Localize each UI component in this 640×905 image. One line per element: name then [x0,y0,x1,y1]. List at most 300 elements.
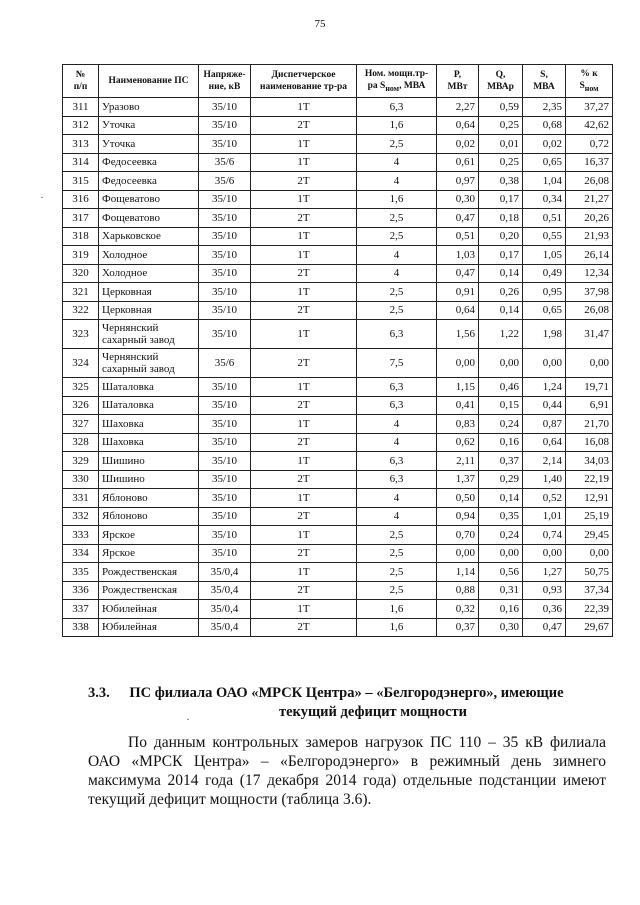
col-header-p: P, МВт [437,65,479,98]
cell-name: Церковная [99,301,199,320]
cell-s: 1,04 [523,172,566,191]
cell-percent: 50,75 [566,563,613,582]
cell-transformer: 2Т [251,470,357,489]
section-number: 3.3. [88,685,110,701]
cell-rated-power: 6,3 [357,320,437,349]
cell-number: 314 [63,153,99,172]
cell-q: 0,31 [479,581,523,600]
cell-s: 0,47 [523,618,566,637]
cell-percent: 12,91 [566,489,613,508]
cell-voltage: 35/10 [199,227,251,246]
cell-transformer: 1Т [251,246,357,265]
table-row [63,227,613,246]
cell-q: 0,24 [479,415,523,434]
cell-name: Ярское [99,544,199,563]
cell-name: Федосеевка [99,153,199,172]
cell-name: Ярское [99,526,199,545]
cell-s: 0,34 [523,190,566,209]
cell-voltage: 35/10 [199,98,251,117]
cell-percent: 16,08 [566,433,613,452]
table-row [63,349,613,378]
cell-s: 2,14 [523,452,566,471]
cell-voltage: 35/10 [199,470,251,489]
cell-percent: 0,72 [566,135,613,154]
cell-percent: 21,27 [566,190,613,209]
cell-transformer: 2Т [251,618,357,637]
cell-rated-power: 1,6 [357,190,437,209]
cell-name: Шишино [99,452,199,471]
cell-rated-power: 2,5 [357,544,437,563]
cell-rated-power: 6,3 [357,378,437,397]
cell-percent: 22,19 [566,470,613,489]
cell-voltage: 35/10 [199,433,251,452]
cell-transformer: 2Т [251,433,357,452]
cell-rated-power: 2,5 [357,209,437,228]
cell-rated-power: 4 [357,433,437,452]
cell-voltage: 35/10 [199,415,251,434]
cell-number: 332 [63,507,99,526]
cell-name: Шаховка [99,433,199,452]
cell-voltage: 35/10 [199,489,251,508]
cell-transformer: 2Т [251,172,357,191]
cell-q: 0,37 [479,452,523,471]
cell-number: 317 [63,209,99,228]
scan-dot: · [186,712,190,726]
cell-p: 0,47 [437,264,479,283]
cell-name: Яблоново [99,489,199,508]
cell-s: 0,49 [523,264,566,283]
cell-rated-power: 4 [357,489,437,508]
cell-transformer: 1Т [251,415,357,434]
table-row [63,452,613,471]
cell-percent: 26,14 [566,246,613,265]
cell-p: 0,32 [437,600,479,619]
col-header-q: Q, МВАр [479,65,523,98]
table-row [63,526,613,545]
cell-percent: 19,71 [566,378,613,397]
cell-percent: 37,98 [566,283,613,302]
cell-transformer: 1Т [251,452,357,471]
cell-number: 334 [63,544,99,563]
cell-number: 318 [63,227,99,246]
cell-transformer: 1Т [251,600,357,619]
cell-voltage: 35/10 [199,190,251,209]
cell-percent: 21,93 [566,227,613,246]
cell-transformer: 1Т [251,563,357,582]
cell-transformer: 1Т [251,227,357,246]
cell-q: 0,14 [479,301,523,320]
cell-p: 0,88 [437,581,479,600]
cell-voltage: 35/10 [199,378,251,397]
cell-name: Церковная [99,283,199,302]
cell-rated-power: 2,5 [357,283,437,302]
table-row [63,301,613,320]
cell-rated-power: 4 [357,172,437,191]
cell-transformer: 2Т [251,507,357,526]
cell-percent: 26,08 [566,301,613,320]
cell-percent: 31,47 [566,320,613,349]
table-row [63,415,613,434]
cell-voltage: 35/0,4 [199,618,251,637]
table-row [63,320,613,349]
cell-name: Юбилейная [99,618,199,637]
cell-p: 0,64 [437,301,479,320]
body-paragraph [88,733,606,809]
cell-q: 0,15 [479,396,523,415]
table-row [63,433,613,452]
table-row [63,470,613,489]
cell-p: 1,03 [437,246,479,265]
table-row [63,544,613,563]
table-row [63,563,613,582]
table-row [63,246,613,265]
cell-percent: 21,70 [566,415,613,434]
cell-p: 2,27 [437,98,479,117]
cell-p: 0,30 [437,190,479,209]
cell-transformer: 1Т [251,98,357,117]
cell-s: 0,52 [523,489,566,508]
cell-name: Шаталовка [99,378,199,397]
cell-name: Чернянский сахарный завод [99,320,199,349]
substation-load-table [62,64,613,637]
cell-q: 0,17 [479,190,523,209]
table-row [63,396,613,415]
cell-rated-power: 4 [357,153,437,172]
cell-name: Юбилейная [99,600,199,619]
cell-s: 0,65 [523,153,566,172]
cell-name: Рождественская [99,581,199,600]
cell-q: 0,00 [479,349,523,378]
cell-voltage: 35/10 [199,301,251,320]
cell-s: 1,05 [523,246,566,265]
col-header-number: № п/п [63,65,99,98]
cell-q: 0,00 [479,544,523,563]
cell-transformer: 2Т [251,544,357,563]
table-row [63,116,613,135]
scan-dot: · [40,190,44,204]
cell-q: 0,56 [479,563,523,582]
cell-s: 1,98 [523,320,566,349]
table-row [63,600,613,619]
cell-number: 327 [63,415,99,434]
cell-rated-power: 2,5 [357,581,437,600]
table-row [63,264,613,283]
cell-voltage: 35/0,4 [199,600,251,619]
cell-q: 0,14 [479,489,523,508]
cell-transformer: 2Т [251,349,357,378]
cell-name: Яблоново [99,507,199,526]
cell-p: 1,14 [437,563,479,582]
cell-s: 0,65 [523,301,566,320]
cell-number: 322 [63,301,99,320]
cell-p: 0,41 [437,396,479,415]
cell-percent: 25,19 [566,507,613,526]
table-body [63,98,613,637]
cell-q: 0,14 [479,264,523,283]
cell-number: 331 [63,489,99,508]
section-title-line1: ПС филиала ОАО «МРСК Центра» – «Белгородэнерго», имеющие [129,685,564,701]
table-header-row [63,65,613,98]
cell-name: Шаталовка [99,396,199,415]
cell-number: 320 [63,264,99,283]
cell-voltage: 35/10 [199,452,251,471]
cell-q: 0,29 [479,470,523,489]
cell-s: 1,24 [523,378,566,397]
cell-number: 312 [63,116,99,135]
cell-s: 1,40 [523,470,566,489]
cell-voltage: 35/10 [199,116,251,135]
cell-number: 333 [63,526,99,545]
cell-percent: 37,34 [566,581,613,600]
cell-p: 0,00 [437,544,479,563]
cell-name: Харьковское [99,227,199,246]
cell-transformer: 2Т [251,116,357,135]
cell-percent: 22,39 [566,600,613,619]
cell-percent: 12,34 [566,264,613,283]
cell-p: 0,00 [437,349,479,378]
cell-voltage: 35/10 [199,396,251,415]
cell-name: Фощеватово [99,209,199,228]
cell-s: 0,55 [523,227,566,246]
cell-voltage: 35/10 [199,544,251,563]
cell-p: 0,70 [437,526,479,545]
cell-percent: 37,27 [566,98,613,117]
table-row [63,209,613,228]
cell-s: 0,64 [523,433,566,452]
cell-number: 323 [63,320,99,349]
cell-voltage: 35/6 [199,172,251,191]
cell-voltage: 35/10 [199,526,251,545]
cell-voltage: 35/10 [199,209,251,228]
cell-rated-power: 2,5 [357,135,437,154]
cell-p: 2,11 [437,452,479,471]
table-row [63,135,613,154]
cell-voltage: 35/0,4 [199,581,251,600]
cell-rated-power: 7,5 [357,349,437,378]
cell-voltage: 35/6 [199,153,251,172]
cell-number: 336 [63,581,99,600]
table-row [63,283,613,302]
cell-name: Рождественская [99,563,199,582]
table-row [63,378,613,397]
table-row [63,618,613,637]
cell-s: 0,44 [523,396,566,415]
cell-voltage: 35/0,4 [199,563,251,582]
cell-p: 1,15 [437,378,479,397]
cell-s: 0,93 [523,581,566,600]
cell-q: 1,22 [479,320,523,349]
cell-rated-power: 6,3 [357,98,437,117]
cell-rated-power: 2,5 [357,563,437,582]
cell-number: 329 [63,452,99,471]
cell-q: 0,20 [479,227,523,246]
cell-rated-power: 2,5 [357,227,437,246]
cell-number: 337 [63,600,99,619]
cell-s: 0,51 [523,209,566,228]
cell-rated-power: 1,6 [357,618,437,637]
section-heading [88,684,598,722]
cell-percent: 0,00 [566,349,613,378]
cell-name: Шишино [99,470,199,489]
col-header-s: S, МВА [523,65,566,98]
cell-name: Федосеевка [99,172,199,191]
cell-name: Уразово [99,98,199,117]
table-row [63,581,613,600]
cell-p: 0,91 [437,283,479,302]
section-title-line2: текущий дефицит мощности [278,704,468,720]
cell-percent: 34,03 [566,452,613,471]
cell-q: 0,01 [479,135,523,154]
cell-percent: 6,91 [566,396,613,415]
cell-number: 326 [63,396,99,415]
cell-s: 0,00 [523,544,566,563]
cell-voltage: 35/10 [199,264,251,283]
cell-s: 0,68 [523,116,566,135]
cell-rated-power: 4 [357,415,437,434]
cell-name: Чернянский сахарный завод [99,349,199,378]
col-header-dispatch-name: Диспетчерское наименование тр-ра [251,65,357,98]
cell-q: 0,30 [479,618,523,637]
cell-name: Уточка [99,135,199,154]
cell-number: 311 [63,98,99,117]
cell-p: 1,37 [437,470,479,489]
cell-name: Фощеватово [99,190,199,209]
table-row [63,98,613,117]
cell-percent: 20,26 [566,209,613,228]
cell-rated-power: 6,3 [357,452,437,471]
cell-voltage: 35/10 [199,507,251,526]
cell-number: 313 [63,135,99,154]
cell-s: 2,35 [523,98,566,117]
cell-rated-power: 4 [357,264,437,283]
cell-number: 315 [63,172,99,191]
cell-p: 0,50 [437,489,479,508]
cell-rated-power: 2,5 [357,526,437,545]
col-header-percent: % к $S_{ном}$ [566,65,613,98]
cell-s: 0,74 [523,526,566,545]
cell-s: 0,02 [523,135,566,154]
cell-transformer: 2Т [251,301,357,320]
cell-transformer: 2Т [251,581,357,600]
cell-number: 330 [63,470,99,489]
cell-p: 0,94 [437,507,479,526]
cell-q: 0,46 [479,378,523,397]
table-row [63,489,613,508]
cell-p: 0,02 [437,135,479,154]
col-header-voltage: Напряже- ние, кВ [199,65,251,98]
cell-q: 0,25 [479,153,523,172]
cell-number: 328 [63,433,99,452]
cell-rated-power: 1,6 [357,116,437,135]
body-paragraph-text: По данным контрольных замеров нагрузок ПС 110 – 35 кВ филиала ОАО «МРСК Центра» – «Белгородэнерго» в режимный день зимнего максимума 2014 года (17 декабря 2014 года) отдельные подстанции имеют текущий дефицит мощности (таблица 3.6). [88,734,606,808]
cell-transformer: 1Т [251,153,357,172]
cell-q: 0,38 [479,172,523,191]
cell-transformer: 1Т [251,135,357,154]
cell-number: 319 [63,246,99,265]
cell-rated-power: 4 [357,507,437,526]
cell-s: 1,27 [523,563,566,582]
cell-s: 0,00 [523,349,566,378]
cell-name: Уточка [99,116,199,135]
cell-transformer: 2Т [251,209,357,228]
cell-p: 0,37 [437,618,479,637]
cell-transformer: 1Т [251,526,357,545]
cell-number: 316 [63,190,99,209]
table-row [63,153,613,172]
cell-rated-power: 4 [357,246,437,265]
cell-q: 0,16 [479,600,523,619]
cell-voltage: 35/6 [199,349,251,378]
cell-s: 1,01 [523,507,566,526]
cell-transformer: 1Т [251,320,357,349]
cell-q: 0,16 [479,433,523,452]
cell-transformer: 2Т [251,264,357,283]
cell-transformer: 1Т [251,489,357,508]
cell-voltage: 35/10 [199,320,251,349]
col-header-rated-power: Ном. мощн.тр- ра $S_{ном}$, МВА [357,65,437,98]
cell-q: 0,24 [479,526,523,545]
cell-p: 0,97 [437,172,479,191]
cell-transformer: 1Т [251,283,357,302]
cell-q: 0,35 [479,507,523,526]
table-row [63,172,613,191]
cell-q: 0,25 [479,116,523,135]
cell-voltage: 35/10 [199,135,251,154]
cell-q: 0,26 [479,283,523,302]
cell-rated-power: 6,3 [357,396,437,415]
cell-s: 0,36 [523,600,566,619]
cell-number: 324 [63,349,99,378]
cell-p: 1,56 [437,320,479,349]
cell-rated-power: 2,5 [357,301,437,320]
cell-number: 335 [63,563,99,582]
cell-transformer: 2Т [251,396,357,415]
cell-voltage: 35/10 [199,283,251,302]
cell-p: 0,61 [437,153,479,172]
cell-percent: 29,67 [566,618,613,637]
cell-percent: 16,37 [566,153,613,172]
cell-voltage: 35/10 [199,246,251,265]
cell-name: Холодное [99,246,199,265]
cell-percent: 0,00 [566,544,613,563]
cell-rated-power: 1,6 [357,600,437,619]
cell-p: 0,62 [437,433,479,452]
cell-p: 0,83 [437,415,479,434]
table-row [63,507,613,526]
cell-percent: 29,45 [566,526,613,545]
cell-p: 0,47 [437,209,479,228]
cell-p: 0,51 [437,227,479,246]
cell-percent: 42,62 [566,116,613,135]
cell-q: 0,18 [479,209,523,228]
cell-q: 0,59 [479,98,523,117]
cell-name: Шаховка [99,415,199,434]
cell-q: 0,17 [479,246,523,265]
page-number: 75 [314,18,326,30]
table-row [63,190,613,209]
cell-percent: 26,08 [566,172,613,191]
cell-transformer: 1Т [251,378,357,397]
cell-number: 325 [63,378,99,397]
col-header-name: Наименование ПС [99,65,199,98]
cell-s: 0,87 [523,415,566,434]
cell-p: 0,64 [437,116,479,135]
cell-number: 321 [63,283,99,302]
cell-s: 0,95 [523,283,566,302]
cell-number: 338 [63,618,99,637]
cell-name: Холодное [99,264,199,283]
cell-rated-power: 6,3 [357,470,437,489]
